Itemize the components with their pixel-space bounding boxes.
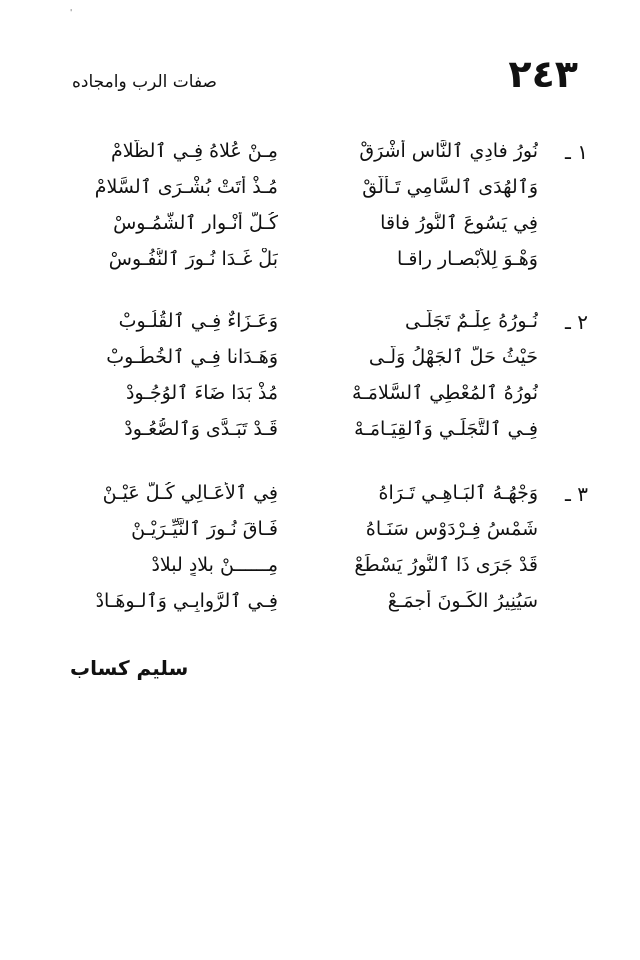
hemistich-right: شَمْسُ فِـرْدَوْسٍ سَنَـاهُ: [365, 518, 538, 540]
hemistich-right: فِـي ٱلتَّجَلِّـي وَٱلقِيَـامَـهْ: [354, 418, 538, 440]
stanza-number: ٢ ـ: [565, 310, 588, 334]
hemistich-right: قَدْ جَرَى ذَا ٱلنُّورُ يَسْطَعْ: [354, 554, 538, 576]
hemistich-right: سَيُنِيرُ الكَـونَ أجمَـعْ: [387, 590, 538, 612]
hemistich-left: وَهَـدَانا فِـي ٱلخُطُـوبْ: [106, 346, 278, 368]
stanza-number: ١ ـ: [565, 140, 588, 164]
hemistich-right: وَٱلهُدَى ٱلسَّامِي تَـأَلَّقْ: [362, 176, 538, 198]
hemistich-left: مِـنْ عُلاهُ فِـي ٱلظَّلامْ: [110, 140, 278, 162]
hemistich-left: فِي ٱلأَعَـالِي كُـلُّ عَيْـنْ: [102, 482, 278, 504]
verse-row: [50, 518, 588, 554]
hemistich-left: فَـاقَ نُـورَ ٱلنَّيِّـرَيْـنْ: [131, 518, 278, 540]
stanza-2: [50, 310, 588, 454]
verse-row: [50, 554, 588, 590]
hemistich-left: مُذْ بَدَا ضَاءَ ٱلوُجُـودْ: [126, 382, 278, 404]
hemistich-left: مُـذْ أَتَتْ بُشْـرَى ٱلسَّلامْ: [94, 176, 278, 198]
hemistich-right: فِي يَسُوعَ ٱلنُّورُ فاقا: [380, 212, 538, 234]
hemistich-left: مِــــــنْ بلادٍ لبلادْ: [151, 554, 278, 576]
verse-row: [50, 310, 588, 346]
verse-row: [50, 248, 588, 284]
stanza-3: [50, 482, 588, 626]
hemistich-left: كُـلَّ أَنْـوارِ ٱلشُّمُـوسْ: [113, 212, 278, 234]
hemistich-left: بَلْ غَـدَا نُـورَ ٱلنُّفُـوسْ: [108, 248, 278, 270]
stanza-1: [50, 140, 588, 284]
hemistich-right: نُـورُهُ عِلْـمٌ تَجَلَّـى: [405, 310, 538, 332]
hemistich-right: وَهْـوَ لِلأَبْصـارِ راقـا: [397, 248, 538, 270]
page-mark: ': [70, 8, 73, 17]
hemistich-left: فِـي ٱلرَّوابِـي وَٱلـوِهَـادْ: [95, 590, 278, 612]
hemistich-right: نُورُ فادِي ٱلنَّاسِ أَشْرَقْ: [359, 140, 538, 162]
verse-row: [50, 590, 588, 626]
verse-row: [50, 382, 588, 418]
hemistich-right: حَيْثُ حَلَّ ٱلجَهْلُ وَلَّـى: [368, 346, 538, 368]
verse-row: [50, 418, 588, 454]
verse-row: [50, 482, 588, 518]
verse-row: [50, 140, 588, 176]
hemistich-right: وَجْهُـهُ ٱلبَـاهِـي تَـرَاهُ: [378, 482, 538, 504]
verse-row: [50, 346, 588, 382]
verse-row: [50, 212, 588, 248]
author-name: سليم كساب: [70, 656, 189, 680]
page-number: ٢٤٣: [508, 52, 578, 96]
hemistich-left: وَعَـزَاءٌ فِـي ٱلقُلُـوبْ: [118, 310, 278, 332]
hemistich-left: قَـدْ تَبَـدَّى وَٱلصُّعُـودْ: [124, 418, 278, 440]
stanza-number: ٣ ـ: [565, 482, 588, 506]
running-header-title: صفات الرب وامجاده: [72, 72, 217, 92]
verse-row: [50, 176, 588, 212]
hemistich-right: نُورُهُ ٱلمُعْطِي ٱلسَّلامَـهْ: [352, 382, 538, 404]
